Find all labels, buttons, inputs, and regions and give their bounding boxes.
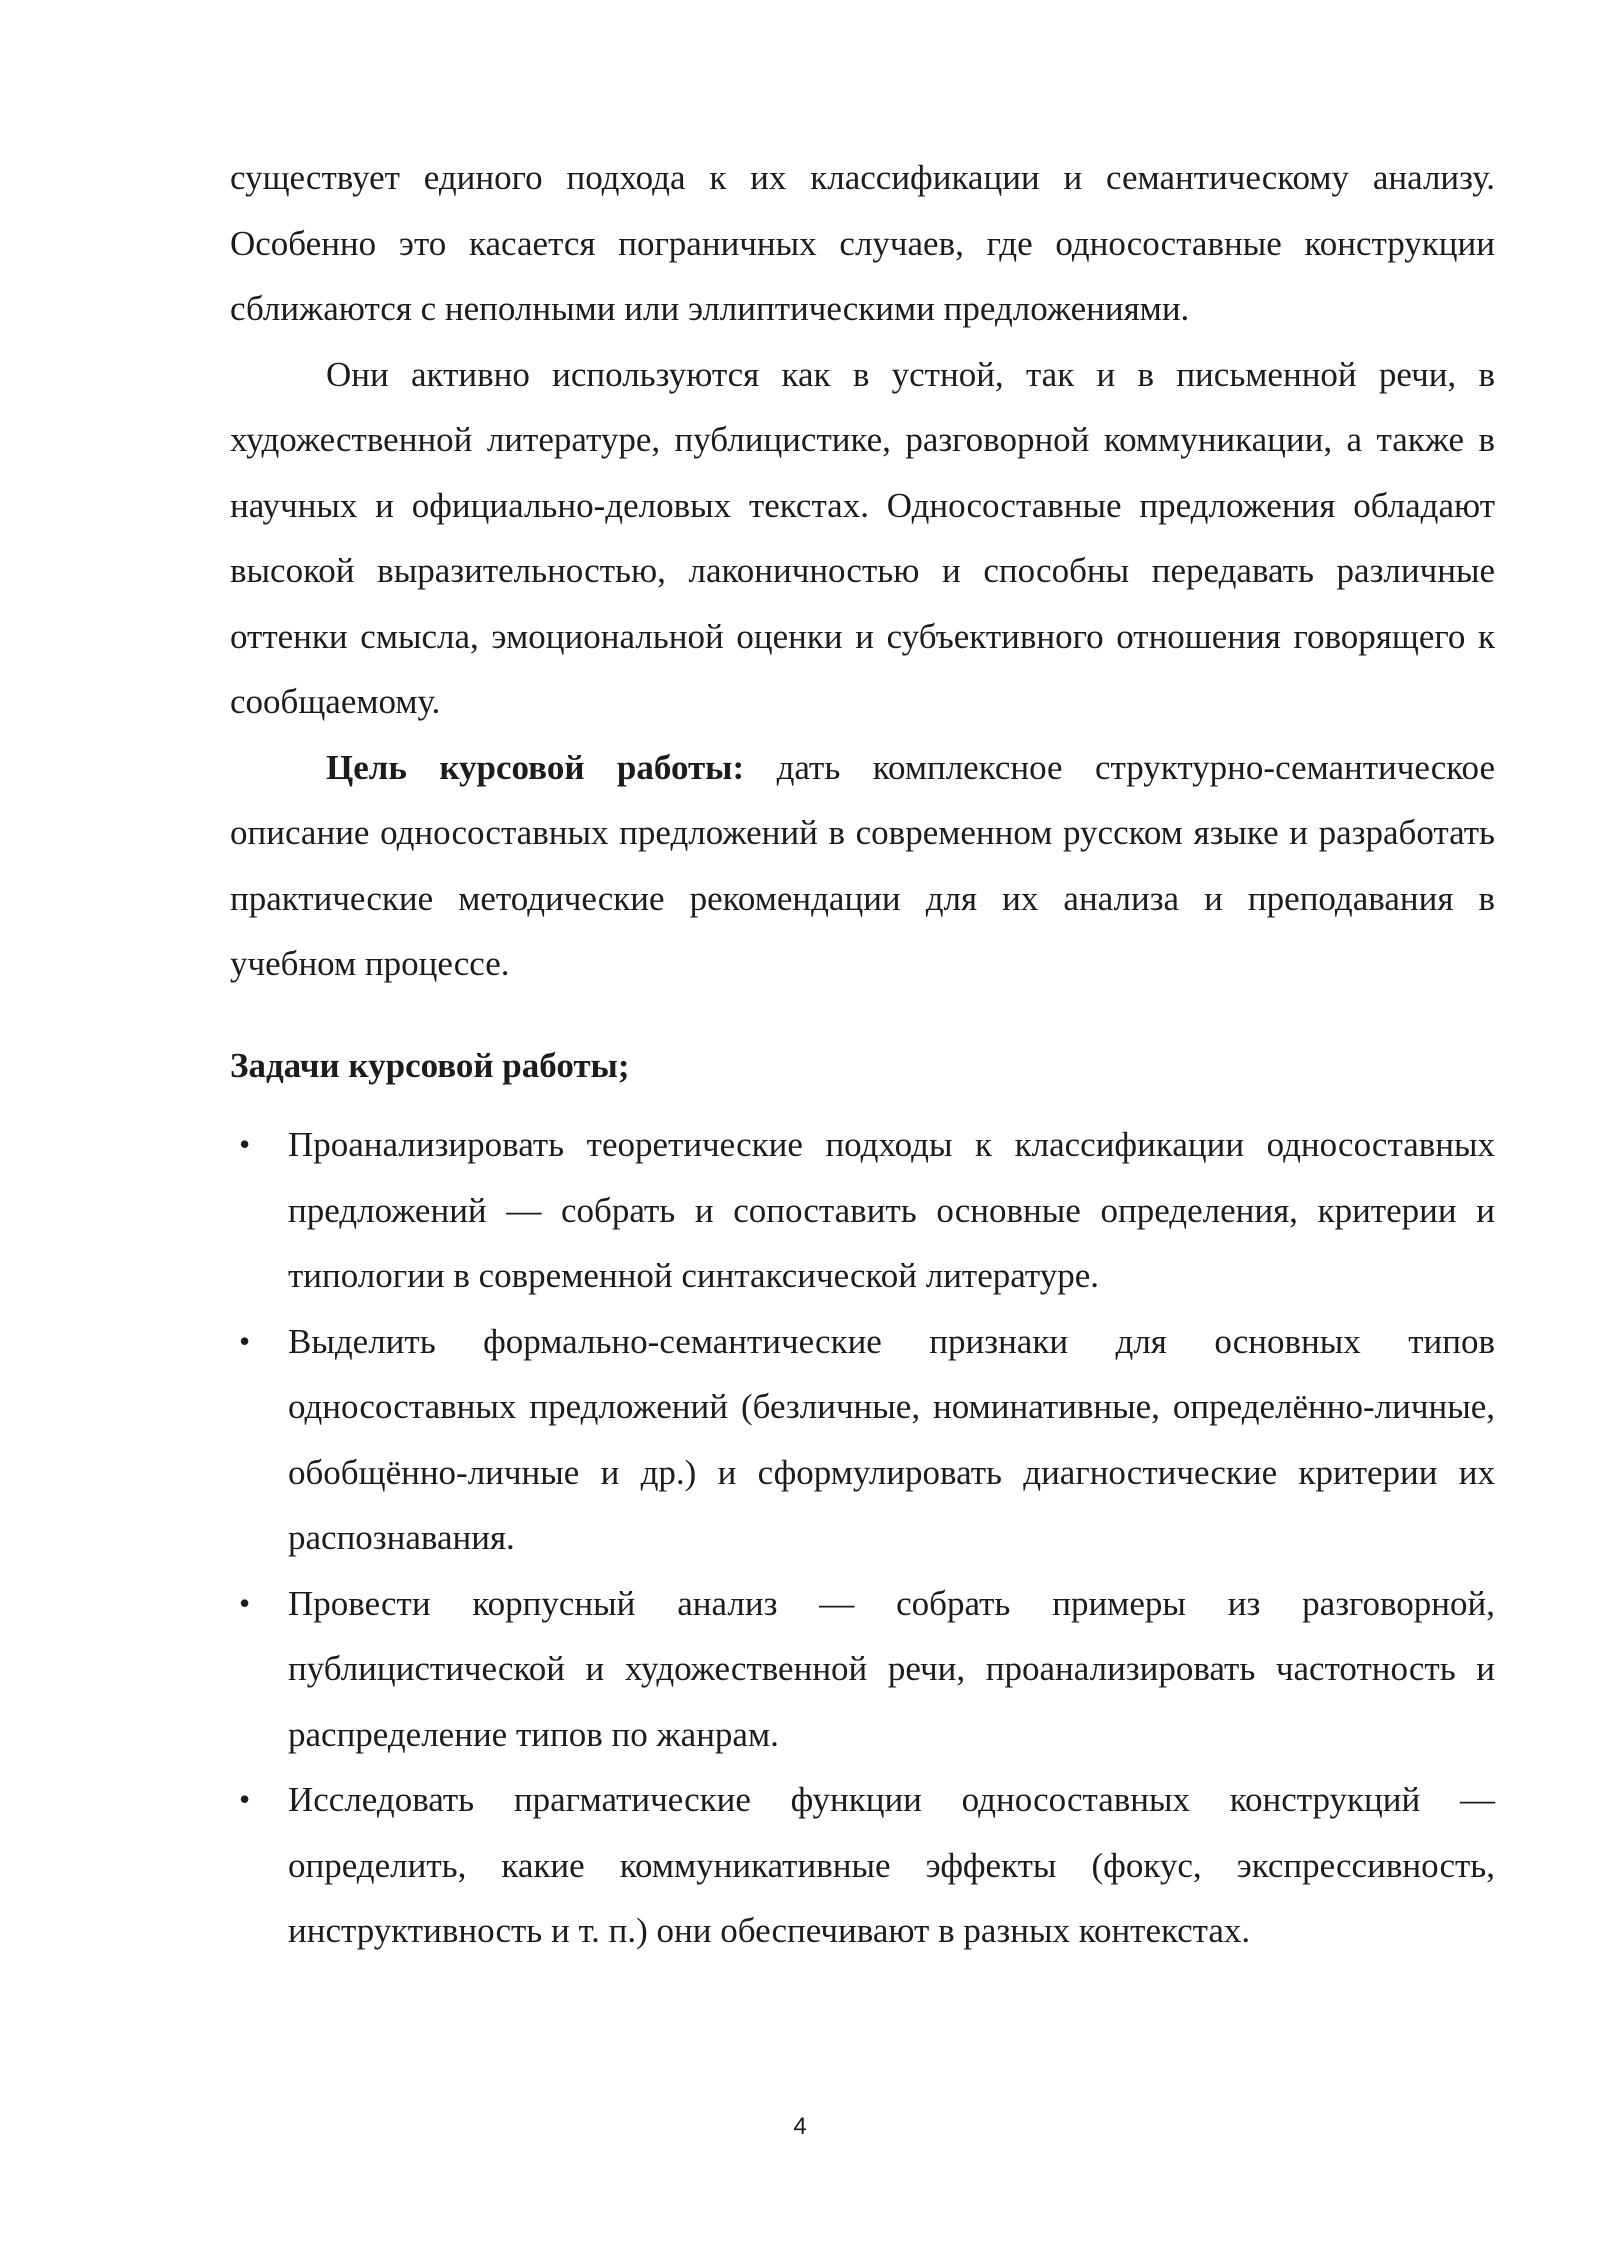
task-text: Выделить формально-семантические признаки для основных типов односоставных предложений (безличные, номинативные, определённо-личные, обобщённо-личные и др.) и сформулировать диагностические критерии их распознавания. bbox=[288, 1321, 1495, 1557]
bullet-icon: • bbox=[239, 1126, 251, 1162]
goal-text: дать комплексное структурно-семантическое описание односоставных предложений в современном русском языке и разработать практические методические рекомендации для их анализа и преподавания в учебном процессе. bbox=[230, 747, 1495, 983]
tasks-heading: Задачи курсовой работы; bbox=[230, 1045, 630, 1085]
goal-label: Цель курсовой работы: bbox=[326, 747, 745, 787]
paragraph-continuation: существует единого подхода к их классификации и семантическому анализу. Особенно это касается пограничных случаев, где односоставные конструкции сближаются с неполными или эллиптическими предложениями. bbox=[230, 158, 1495, 328]
task-item bbox=[230, 1767, 1495, 1964]
bullet-icon: • bbox=[239, 1322, 251, 1359]
task-text: Исследовать прагматические функции односоставных конструкций — определить, какие коммуникативные эффекты (фокус, экспрессивность, инструктивность и т. п.) они обеспечивают в разных контекстах. bbox=[288, 1780, 1495, 1950]
page-number: 4 bbox=[793, 2113, 807, 2140]
bullet-icon: • bbox=[239, 1781, 251, 1817]
task-item bbox=[230, 1309, 1495, 1571]
task-item bbox=[230, 1571, 1495, 1768]
tasks-list bbox=[230, 1112, 1495, 1964]
task-text: Провести корпусный анализ — собрать примеры из разговорной, публицистической и художественной речи, проанализировать частотность и распределение типов по жанрам. bbox=[288, 1583, 1495, 1754]
task-text: Проанализировать теоретические подходы к классификации односоставных предложений — собрать и сопоставить основные определения, критерии и типологии в современной синтаксической литературе. bbox=[288, 1125, 1495, 1295]
goal-paragraph bbox=[230, 735, 1495, 997]
task-item bbox=[230, 1112, 1495, 1309]
bullet-icon: • bbox=[239, 1584, 251, 1621]
paragraph-usage: Они активно используются как в устной, так и в письменной речи, в художественной литературе, публицистике, разговорной коммуникации, а также в научных и официально-деловых текстах. Односоставные предложения обладают высокой выразительностью, лаконичностью и способны передавать различные оттенки смысла, эмоциональной оценки и субъективного отношения говорящего к сообщаемому. bbox=[230, 354, 1495, 721]
page-content bbox=[230, 145, 1495, 1964]
